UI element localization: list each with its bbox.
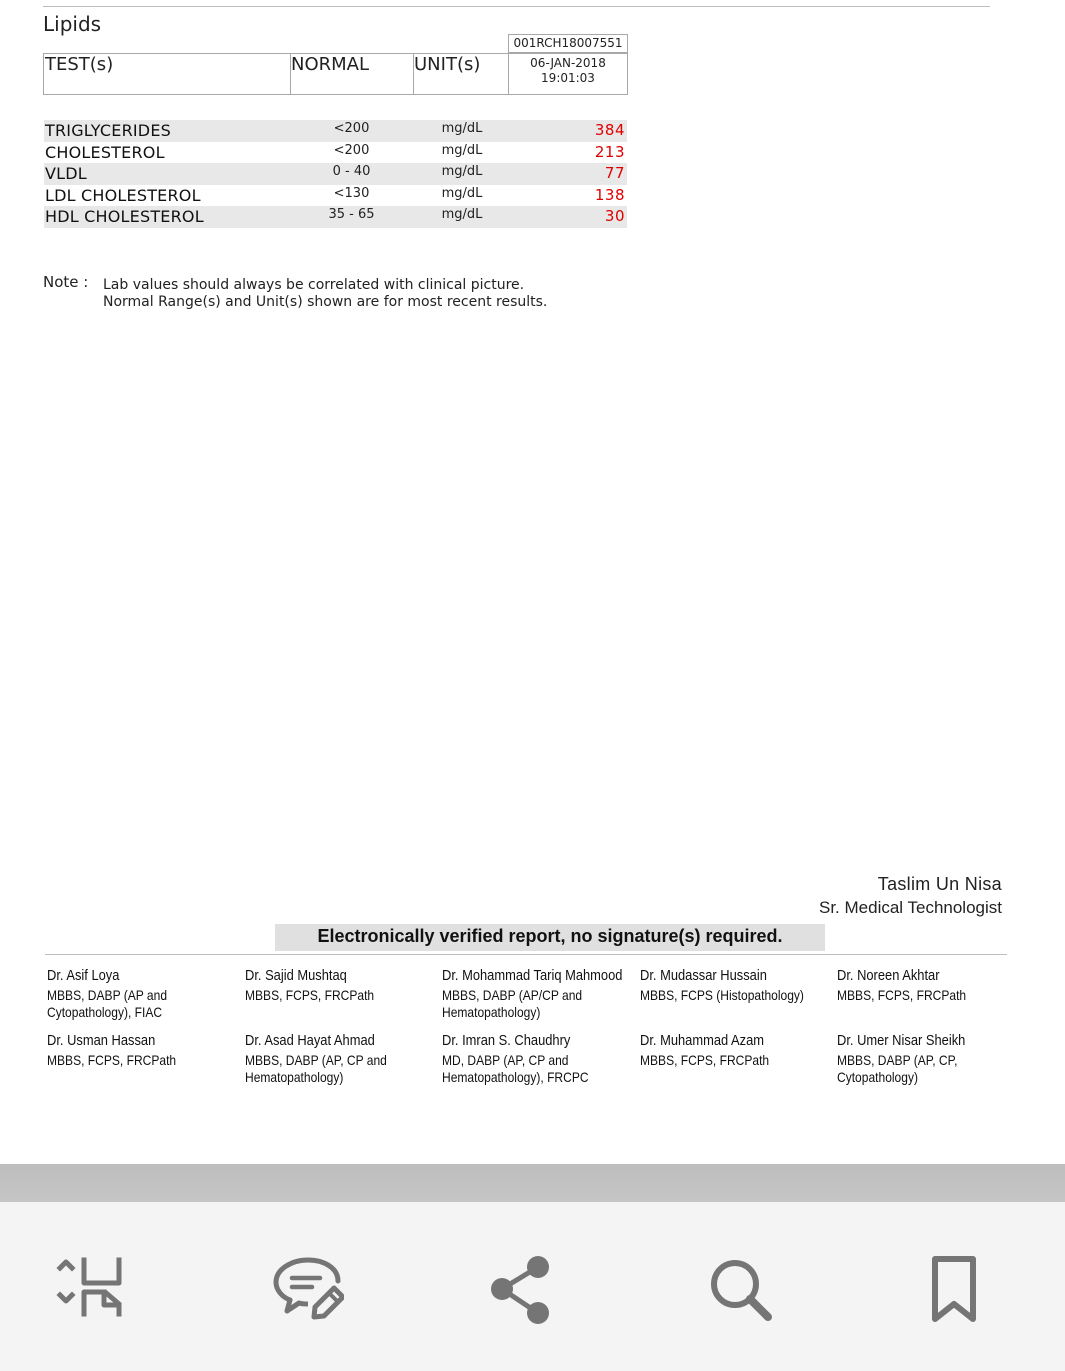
result-row-hdl [44, 206, 627, 228]
note-text [103, 277, 547, 311]
pathologists-row [47, 966, 1027, 1031]
share-button[interactable] [486, 1254, 558, 1326]
unit: mg/dL [441, 142, 483, 158]
result-value: 138 [594, 185, 625, 204]
normal-range: 0 - 40 [332, 164, 371, 179]
pathologists-list [47, 966, 1027, 1096]
accession-number: 001RCH18007551 [508, 34, 628, 53]
result-value: 213 [594, 142, 625, 161]
collection-time: 19:01:03 [541, 71, 595, 85]
collection-datetime [508, 53, 628, 95]
doctor-name: Dr. Usman Hassan [47, 1032, 156, 1049]
note-line: Normal Range(s) and Unit(s) shown are for most recent results. [103, 294, 548, 310]
doctor-qualifications: MBBS, DABP (AP, CP and Hematopathology) [245, 1052, 387, 1085]
result-value: 77 [604, 164, 625, 182]
doctor-qualifications: MBBS, FCPS, FRCPath [837, 987, 967, 1003]
normal-range: <200 [333, 121, 370, 136]
doctor-qualifications: MBBS, FCPS, FRCPath [245, 987, 375, 1003]
unit: mg/dL [441, 185, 483, 201]
doctor-entry [47, 966, 210, 1020]
doctor-entry [442, 966, 623, 1020]
doctor-name: Dr. Sajid Mushtaq [245, 967, 347, 984]
footer-divider [45, 954, 1007, 955]
test-name: LDL CHOLESTEROL [45, 185, 201, 205]
doctor-name: Dr. Asad Hayat Ahmad [245, 1032, 375, 1049]
doctor-name: Dr. Muhammad Azam [640, 1032, 765, 1049]
doctor-entry [245, 966, 408, 1004]
page-separator [0, 1164, 1065, 1202]
doctor-entry [47, 1031, 210, 1069]
unit: mg/dL [441, 207, 483, 222]
normal-range: <200 [333, 142, 370, 158]
bookmark-icon [918, 1254, 990, 1326]
pathologists-row [47, 1031, 1027, 1096]
header-normal-label: NORMAL [291, 54, 370, 75]
doctor-qualifications: MBBS, FCPS (Histopathology) [640, 987, 804, 1003]
result-row-cholesterol [44, 142, 627, 164]
doctor-name: Dr. Umer Nisar Sheikh [837, 1032, 966, 1049]
header-unit-label: UNIT(s) [414, 54, 481, 75]
search-icon [704, 1254, 776, 1326]
test-name: TRIGLYCERIDES [45, 121, 171, 140]
result-row-triglycerides [44, 120, 627, 142]
doctor-qualifications: MBBS, FCPS, FRCPath [640, 1052, 770, 1068]
doctor-qualifications: MBBS, DABP (AP and Cytopathology), FIAC [47, 987, 168, 1020]
result-row-ldl [44, 185, 627, 207]
verification-banner: Electronically verified report, no signature(s) required. [275, 924, 825, 951]
collection-date: 06-JAN-2018 [530, 56, 606, 70]
reflow-button[interactable] [53, 1254, 125, 1326]
signer-name: Taslim Un Nisa [877, 874, 1002, 894]
search-button[interactable] [704, 1254, 776, 1326]
header-test-label: TEST(s) [45, 54, 114, 75]
doctor-qualifications: MBBS, FCPS, FRCPath [47, 1052, 177, 1068]
doctor-entry [837, 966, 1000, 1004]
bookmark-button[interactable] [918, 1254, 990, 1326]
doctor-qualifications: MBBS, DABP (AP, CP, Cytopathology) [837, 1052, 958, 1085]
normal-range: 35 - 65 [328, 207, 375, 222]
normal-range: <130 [333, 185, 370, 201]
doctor-entry [640, 1031, 803, 1069]
doctor-name: Dr. Mohammad Tariq Mahmood [442, 967, 623, 984]
results-table [44, 120, 627, 228]
share-icon [486, 1254, 558, 1326]
unit: mg/dL [441, 121, 483, 136]
comment-edit-icon [272, 1254, 344, 1326]
doctor-entry [837, 1031, 1000, 1085]
result-value: 384 [594, 121, 625, 139]
doctor-qualifications: MBBS, DABP (AP/CP and Hematopathology) [442, 987, 583, 1020]
signer-block [819, 873, 1002, 919]
doctor-qualifications: MD, DABP (AP, CP and Hematopathology), FRCPC [442, 1052, 589, 1085]
comment-button[interactable] [272, 1254, 344, 1326]
test-name: HDL CHOLESTEROL [45, 207, 204, 226]
doctor-name: Dr. Asif Loya [47, 967, 120, 984]
note-label: Note : [43, 273, 89, 291]
result-row-vldl [44, 163, 627, 185]
doctor-name: Dr. Imran S. Chaudhry [442, 1032, 571, 1049]
doctor-entry [245, 1031, 408, 1085]
doctor-entry [640, 966, 803, 1004]
test-name: VLDL [45, 164, 87, 183]
note-line: Lab values should always be correlated with clinical picture. [103, 277, 525, 293]
signer-title: Sr. Medical Technologist [818, 898, 1002, 917]
doctor-name: Dr. Noreen Akhtar [837, 967, 940, 984]
doctor-entry [442, 1031, 605, 1085]
top-divider [43, 6, 990, 7]
unit: mg/dL [441, 164, 483, 179]
section-title: Lipids [43, 12, 102, 36]
reflow-icon [53, 1254, 125, 1326]
result-value: 30 [604, 207, 625, 225]
doctor-name: Dr. Mudassar Hussain [640, 967, 767, 984]
test-name: CHOLESTEROL [45, 142, 165, 162]
bottom-toolbar [0, 1202, 1065, 1371]
